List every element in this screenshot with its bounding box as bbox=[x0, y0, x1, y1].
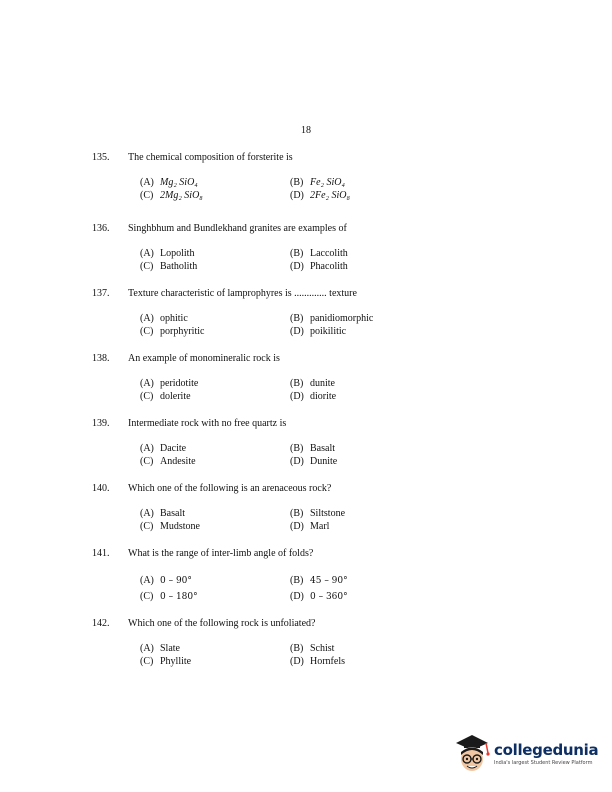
options bbox=[140, 312, 440, 338]
question-number: 137. bbox=[92, 288, 110, 299]
option-b: (B) Fe₂ SiO₄ bbox=[290, 177, 345, 188]
question-139 bbox=[92, 418, 532, 468]
option-a: (A) Basalt bbox=[140, 508, 185, 519]
option-a: (A) peridotite bbox=[140, 378, 199, 389]
question-number: 136. bbox=[92, 223, 110, 234]
option-d: (D) diorite bbox=[290, 391, 337, 402]
option-c: (C) porphyritic bbox=[140, 326, 205, 337]
options bbox=[140, 247, 440, 273]
option-a: (A) ophitic bbox=[140, 313, 188, 324]
question-138 bbox=[92, 353, 532, 403]
question-text: What is the range of inter-limb angle of folds? bbox=[128, 548, 314, 559]
option-b: (B) Schist bbox=[290, 643, 335, 654]
question-text: An example of monomineralic rock is bbox=[128, 353, 280, 364]
option-d: (D) 0 – 360° bbox=[290, 591, 348, 602]
option-c: (C) Phyllite bbox=[140, 656, 192, 667]
question-number: 138. bbox=[92, 353, 110, 364]
question-136 bbox=[92, 223, 532, 273]
option-c: (C) dolerite bbox=[140, 391, 191, 402]
question-137 bbox=[92, 288, 532, 338]
options bbox=[140, 573, 440, 605]
question-number: 140. bbox=[92, 483, 110, 494]
collegedunia-logo bbox=[452, 728, 602, 778]
question-text: Singhbhum and Bundlekhand granites are examples of bbox=[128, 223, 347, 234]
option-b: (B) dunite bbox=[290, 378, 335, 389]
option-c: (C) 2Mg₂ SiO₈ bbox=[140, 190, 203, 201]
option-b: (B) Laccolith bbox=[290, 248, 348, 259]
option-a: (A) Mg₂ SiO₄ bbox=[140, 177, 198, 188]
question-number: 139. bbox=[92, 418, 110, 429]
option-a: (A) Slate bbox=[140, 643, 180, 654]
options bbox=[140, 377, 440, 403]
options bbox=[140, 442, 440, 468]
question-text: Texture characteristic of lamprophyres is ............. texture bbox=[128, 288, 357, 299]
question-number: 135. bbox=[92, 152, 110, 163]
option-c: (C) Batholith bbox=[140, 261, 198, 272]
option-a: (A) Lopolith bbox=[140, 248, 195, 259]
question-142 bbox=[92, 618, 532, 668]
question-135 bbox=[92, 152, 532, 202]
question-number: 142. bbox=[92, 618, 110, 629]
question-text: Which one of the following rock is unfoliated? bbox=[128, 618, 316, 629]
option-d: (D) 2Fe₂ SiO₈ bbox=[290, 190, 350, 201]
question-text: Intermediate rock with no free quartz is bbox=[128, 418, 287, 429]
option-a: (A) Dacite bbox=[140, 443, 187, 454]
options bbox=[140, 507, 440, 533]
options bbox=[140, 176, 440, 202]
page-number: 18 bbox=[301, 125, 311, 136]
logo-name: collegedunia bbox=[494, 740, 599, 759]
question-text: The chemical composition of forsterite is bbox=[128, 152, 293, 163]
mascot-icon bbox=[452, 731, 492, 775]
option-b: (B) panidiomorphic bbox=[290, 313, 374, 324]
option-d: (D) Hornfels bbox=[290, 656, 345, 667]
option-d: (D) Phacolith bbox=[290, 261, 348, 272]
question-141 bbox=[92, 548, 532, 605]
options bbox=[140, 642, 440, 668]
logo-tagline: India's largest Student Review Platform bbox=[494, 759, 593, 766]
option-d: (D) poikilitic bbox=[290, 326, 347, 337]
option-b: (B) 45 – 90° bbox=[290, 575, 348, 586]
option-a: (A) 0 – 90° bbox=[140, 575, 192, 586]
option-c: (C) Mudstone bbox=[140, 521, 200, 532]
option-c: (C) Andesite bbox=[140, 456, 196, 467]
question-140 bbox=[92, 483, 532, 533]
option-b: (B) Siltstone bbox=[290, 508, 346, 519]
option-d: (D) Marl bbox=[290, 521, 330, 532]
option-d: (D) Dunite bbox=[290, 456, 338, 467]
option-b: (B) Basalt bbox=[290, 443, 335, 454]
option-c: (C) 0 – 180° bbox=[140, 591, 198, 602]
question-text: Which one of the following is an arenaceous rock? bbox=[128, 483, 332, 494]
question-number: 141. bbox=[92, 548, 110, 559]
